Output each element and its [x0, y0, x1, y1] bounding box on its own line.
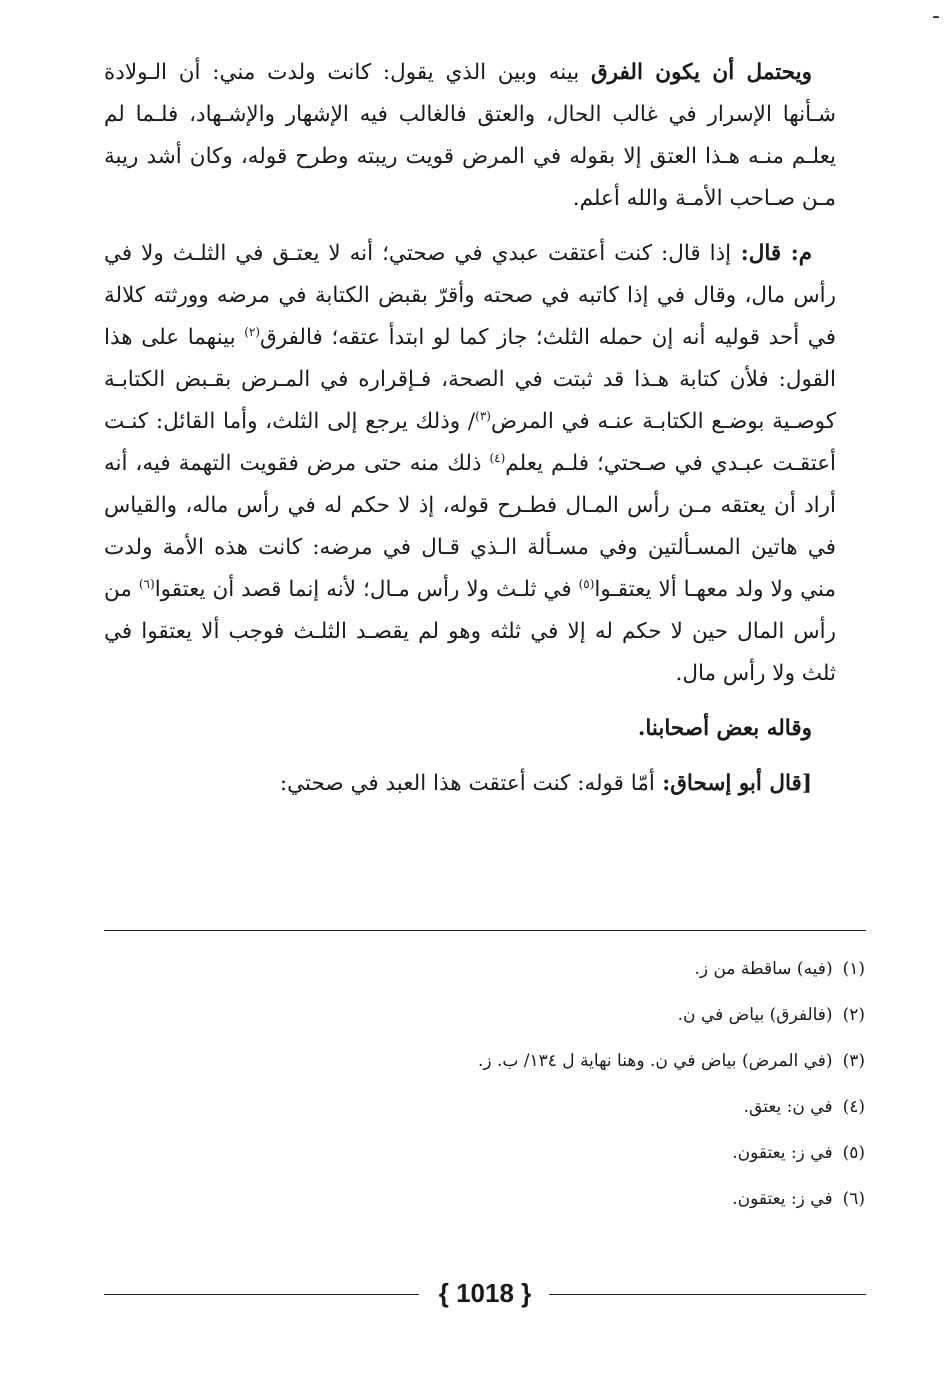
paragraph-2 [104, 233, 836, 695]
paragraph-4 [104, 763, 836, 805]
page-number: 1018 [456, 1278, 514, 1308]
footnote-text: (فيه) ساقطة من ز. [694, 959, 833, 979]
footer-rule-left [104, 1294, 419, 1295]
footnote [300, 958, 865, 981]
paragraph-text: إذا قال: كنت أعتقت عبدي في صحتي؛ أنه لا يعتـق في الثلـث ولا في رأس مال، وقال في إذا كاتبه في صحته وأقرّ بقبض الكتابة في مرضه وورثته كلالة في أحد قوليه أنه إن حمله الثلث؛ جاز كما لو ابتدأ عتقه؛ فالفرق [104, 241, 836, 350]
footnote-text: في ز: يعتقون. [732, 1143, 833, 1163]
brace-right: } [521, 1278, 532, 1308]
main-text [104, 52, 836, 818]
paragraph-text: / وذلك يرجع إلى الثلث، وأما القائل: كنـت أعتقـت عبـدي في صـحتي؛ فلـم يعلم [104, 409, 836, 476]
footnote-text: (فالفرق) بياض في ن. [677, 1005, 833, 1025]
paragraph-text: ذلك منه حتى مرض فقويت التهمة فيه، أنه أراد أن يعتقه مـن رأس المـال فطـرح قوله، إذ لا حكم له في رأس ماله، والقياس في هاتين المسـألتين وفي مسـألة الـذي قـال في مرضه: كانت هذه الأمة ولدت مني ولا ولد معهـا ألا يعتقـوا [104, 451, 836, 602]
footnote-number: (٤) [842, 1097, 865, 1117]
footer-rule-right [549, 1294, 866, 1295]
footnote-number: (٦) [842, 1189, 865, 1209]
footnote [300, 1188, 865, 1211]
paragraph-text: أمّا قوله: كنت أعتقت هذا العبد في صحتي: [279, 771, 655, 796]
paragraph-text: في ثلـث ولا رأس مـال؛ لأنه إنما قصد أن يعتقوا [154, 577, 579, 602]
footnote-text: في ن: يعتق. [743, 1097, 833, 1117]
footnote-number: (٥) [842, 1143, 865, 1163]
brace-left: { [438, 1278, 449, 1308]
paragraph-text: من رأس المال حين لا حكم له إلا في ثلثه وهو لم يقصـد الثلـث فوجب ألا يعتقوا في ثلث ولا رأس مال. [104, 577, 836, 686]
footnote [300, 1142, 865, 1165]
footnote-ref-6: (٦) [138, 576, 155, 591]
corner-mark: ‑ [932, 4, 940, 29]
footnote-divider [104, 930, 866, 931]
paragraph-lead: ويحتمل أن يكون الفرق [590, 60, 812, 85]
footnote-text: (في المرض) بياض في ن. وهنا نهاية ل ١٣٤/ ب. ز. [477, 1051, 833, 1071]
footnote-number: (٣) [842, 1051, 865, 1071]
paragraph-text: بينهما على هذا القول: فلأن كتابة هـذا قد ثبتت في الصحة، فـإقراره في المـرض بقـبض الكتابـة كوصـية بوضـع الكتابـة عنـه في المرض [104, 325, 836, 434]
footnote [300, 1050, 865, 1073]
paragraph-1 [104, 52, 836, 220]
paragraph-3 [104, 708, 836, 750]
footnote-ref-2: (٢) [244, 324, 261, 339]
paragraph-lead: [قال أبو إسحاق: [654, 771, 812, 796]
paragraph-text: بينه وبين الذي يقول: كانت ولدت مني: أن الـولادة شـأنها الإسرار في غالب الحال، والعتق فالغالب فيه الإشهار والإشـهاد، فلـما لم يعلـم منـه هـذا العتق إلا بقوله في المرض قويت ريبته وطرح قوله، وكان أشد ريبة مـن صـاحب الأمـة والله أعلم. [104, 60, 836, 211]
footnote-ref-3: (٣) [475, 408, 491, 423]
page-number-box [426, 1276, 544, 1310]
footnote-number: (١) [842, 959, 865, 979]
paragraph-lead: وقاله بعض أصحابنا. [637, 716, 812, 741]
paragraph-lead: م: قال: [731, 241, 813, 266]
footnote [300, 1004, 865, 1027]
footnotes-list [300, 958, 865, 1234]
footnote-ref-5: (٥) [578, 576, 595, 591]
page-footer [104, 1278, 866, 1318]
footnote-number: (٢) [842, 1005, 865, 1025]
footnote-text: في ز: يعتقون. [732, 1189, 833, 1209]
footnote-ref-4: (٤) [489, 450, 506, 465]
footnote [300, 1096, 865, 1119]
